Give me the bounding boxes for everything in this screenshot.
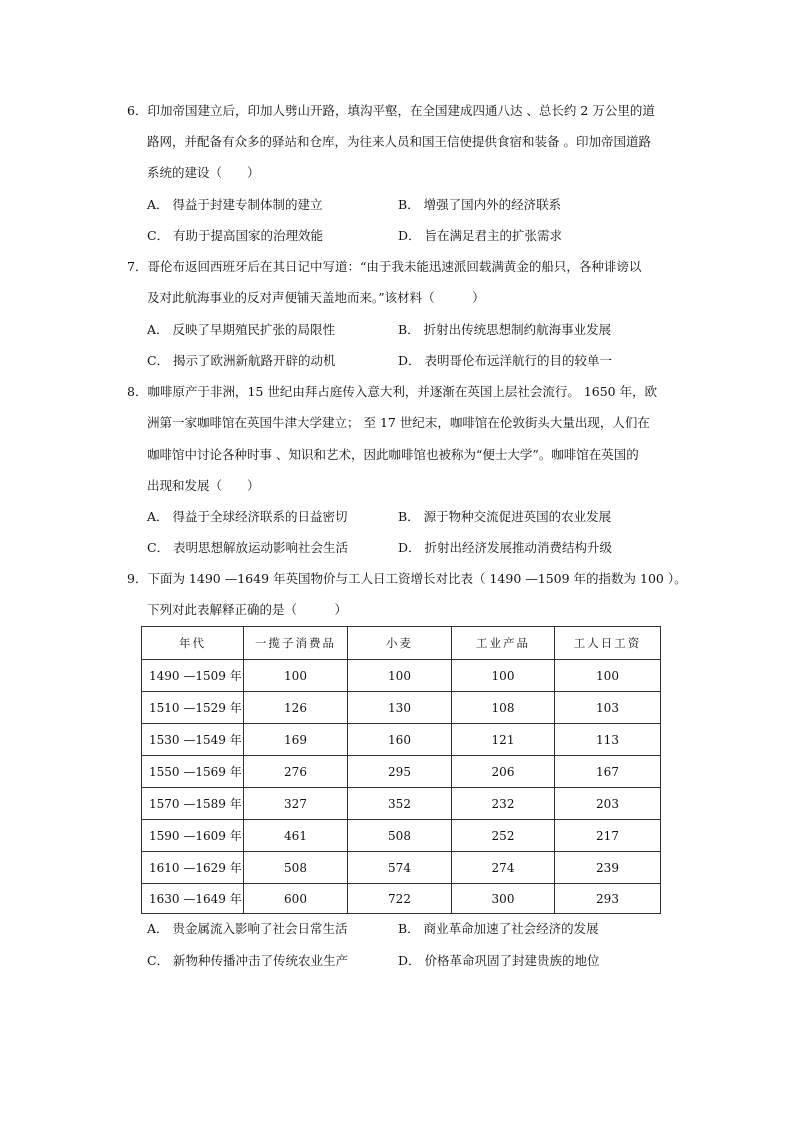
q6-option-b: B． 增强了国内外的经济联系 (398, 197, 562, 212)
table-cell: 295 (348, 756, 452, 788)
table-cell: 100 (244, 660, 348, 692)
table-cell: 203 (555, 788, 661, 820)
table-cell: 130 (348, 692, 452, 724)
table-row (142, 820, 661, 852)
q8-option-c: C． 表明思想解放运动影响社会生活 (147, 540, 349, 555)
q7-option-d: D． 表明哥伦布远洋航行的目的较单一 (398, 353, 612, 368)
table-cell: 574 (348, 852, 452, 884)
q8-stem-line3: 咖啡馆中讨论各种时事 、知识和艺术，因此咖啡馆也被称为“便士大学”。咖啡馆在英国的 (147, 447, 639, 462)
table-cell: 352 (348, 788, 452, 820)
q6-option-c: C． 有助于提高国家的治理效能 (147, 228, 324, 243)
table-cell: 160 (348, 724, 452, 756)
table-cell: 167 (555, 756, 661, 788)
table-header-cell: 工业产品 (452, 627, 555, 660)
table-header-cell: 工人日工资 (555, 627, 661, 660)
q6-stem-line3: 系统的建设（ ） (147, 165, 260, 180)
table-cell: 126 (244, 692, 348, 724)
table-row (142, 884, 661, 914)
q6-stem-line1: 6．印加帝国建立后，印加人劈山开路，填沟平壑，在全国建成四通八达 、总长约 2 万公里的道 (127, 103, 655, 118)
q6-option-a: A． 得益于封建专制体制的建立 (147, 197, 323, 212)
q9-data-table (141, 626, 661, 914)
table-cell: 508 (244, 852, 348, 884)
table-row (142, 852, 661, 884)
q8-stem-line1: 8．咖啡原产于非洲，15 世纪由拜占庭传入意大利，并逐渐在英国上层社会流行。 1650 年，欧 (127, 384, 658, 399)
q7-option-b: B． 折射出传统思想制约航海事业发展 (398, 322, 612, 337)
table-cell: 327 (244, 788, 348, 820)
table-row (142, 788, 661, 820)
q6-option-d: D． 旨在满足君主的扩张需求 (398, 228, 562, 243)
q7-stem-line2: 及对此航海事业的反对声便铺天盖地而来。”该材料（ ） (147, 290, 485, 305)
table-row (142, 724, 661, 756)
table-cell: 276 (244, 756, 348, 788)
q8-stem-line2: 洲第一家咖啡馆在英国牛津大学建立； 至 17 世纪末，咖啡馆在伦敦街头大量出现，人们在 (147, 415, 650, 430)
table-cell: 113 (555, 724, 661, 756)
table-cell: 508 (348, 820, 452, 852)
table-header-cell: 小麦 (348, 627, 452, 660)
table-header-cell: 一揽子消费品 (244, 627, 348, 660)
table-cell: 206 (452, 756, 555, 788)
q8-option-d: D． 折射出经济发展推动消费结构升级 (398, 540, 612, 555)
q8-option-b: B． 源于物种交流促进英国的农业发展 (398, 509, 612, 524)
table-row (142, 660, 661, 692)
table-cell: 600 (244, 884, 348, 914)
table-header-row (142, 627, 661, 660)
table-cell: 1530 —1549 年 (142, 724, 244, 756)
table-cell: 461 (244, 820, 348, 852)
table-cell: 121 (452, 724, 555, 756)
table-cell: 1490 —1509 年 (142, 660, 244, 692)
q9-option-d: D． 价格革命巩固了封建贵族的地位 (398, 953, 600, 968)
table-cell: 1630 —1649 年 (142, 884, 244, 914)
table-cell: 103 (555, 692, 661, 724)
q8-option-a: A． 得益于全球经济联系的日益密切 (147, 509, 348, 524)
table-cell: 1610 —1629 年 (142, 852, 244, 884)
table-cell: 722 (348, 884, 452, 914)
table-cell: 239 (555, 852, 661, 884)
q9-option-b: B． 商业革命加速了社会经济的发展 (398, 921, 599, 936)
table-cell: 100 (452, 660, 555, 692)
table-cell: 108 (452, 692, 555, 724)
table-row (142, 692, 661, 724)
table-cell: 1550 —1569 年 (142, 756, 244, 788)
table-cell: 293 (555, 884, 661, 914)
q7-option-c: C． 揭示了欧洲新航路开辟的动机 (147, 353, 336, 368)
table-cell: 1570 —1589 年 (142, 788, 244, 820)
q8-stem-line4: 出现和发展（ ） (147, 478, 260, 493)
table-cell: 274 (452, 852, 555, 884)
q9-stem-line2: 下列对此表解释正确的是（ ） (147, 602, 348, 617)
table-cell: 100 (555, 660, 661, 692)
table-cell: 300 (452, 884, 555, 914)
table-cell: 252 (452, 820, 555, 852)
table-cell: 100 (348, 660, 452, 692)
table-cell: 169 (244, 724, 348, 756)
table-row (142, 756, 661, 788)
q9-option-c: C． 新物种传播冲击了传统农业生产 (147, 953, 349, 968)
q9-option-a: A． 贵金属流入影响了社会日常生活 (147, 921, 348, 936)
table-cell: 1510 —1529 年 (142, 692, 244, 724)
q7-option-a: A． 反映了早期殖民扩张的局限性 (147, 322, 336, 337)
q6-stem-line2: 路网，并配备有众多的驿站和仓库，为往来人员和国王信使提供食宿和装备 。印加帝国道路 (147, 134, 651, 149)
q7-stem-line1: 7．哥伦布返回西班牙后在其日记中写道：“由于我未能迅速派回载满黄金的船只，各种诽谤以 (127, 259, 642, 274)
q9-stem-line1: 9．下面为 1490 —1649 年英国物价与工人日工资增长对比表（ 1490 —1509 年的指数为 100 ）。 (127, 571, 687, 586)
table-cell: 232 (452, 788, 555, 820)
table-cell: 217 (555, 820, 661, 852)
table-header-cell: 年代 (142, 627, 244, 660)
table-cell: 1590 —1609 年 (142, 820, 244, 852)
